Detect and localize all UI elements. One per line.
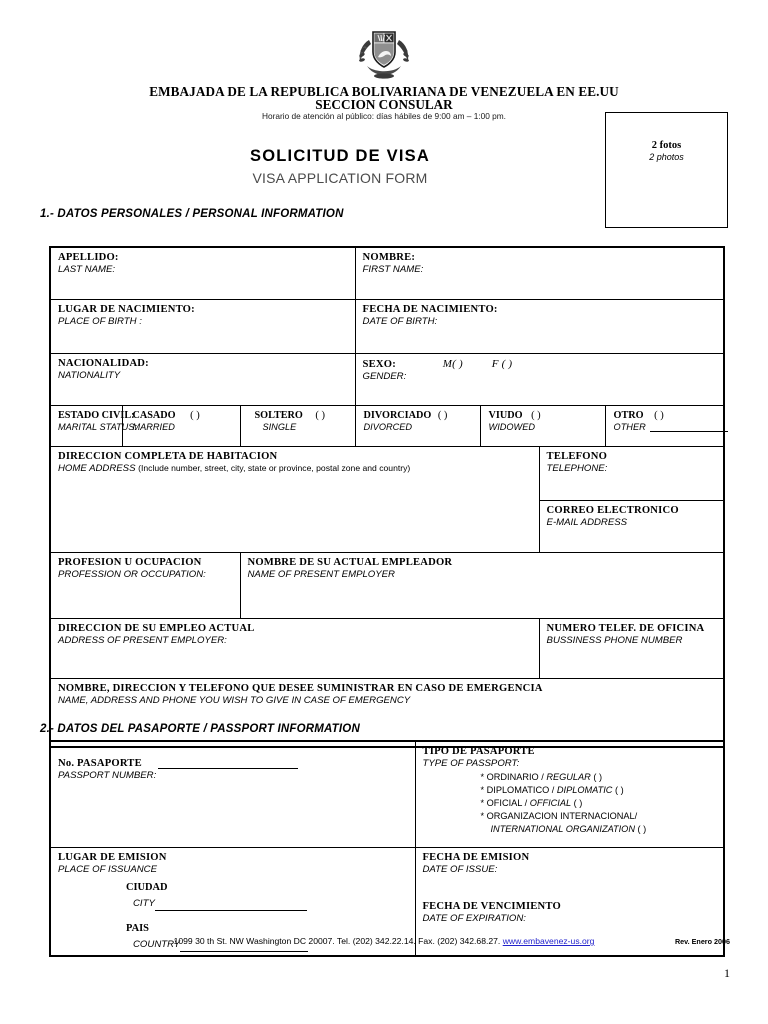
field-business-phone-label-en: BUSSINESS PHONE NUMBER: [546, 635, 683, 646]
field-passport-type-label-en: TYPE OF PASSPORT:: [422, 758, 520, 769]
marital-option-other-text: OTRO: [613, 410, 644, 421]
field-telephone-label-es: TELEFONO: [546, 451, 608, 462]
field-employer-address-label-es: DIRECCION DE SU EMPLEO ACTUAL: [58, 623, 255, 634]
marital-option-widowed[interactable]: [480, 406, 605, 447]
field-home-address-label-en: [58, 463, 533, 474]
field-passport-number-label-en: PASSPORT NUMBER:: [58, 770, 157, 781]
field-emergency-contact[interactable]: [50, 679, 724, 748]
marital-other-write-in[interactable]: [650, 431, 728, 432]
field-employer-name[interactable]: [240, 553, 724, 619]
field-passport-number[interactable]: [50, 741, 415, 848]
venezuela-coat-of-arms-icon: [357, 26, 411, 84]
marital-option-single-en: SINGLE: [262, 422, 297, 432]
marital-option-widowed-en: WIDOWED: [488, 422, 535, 432]
field-telephone-label-en: TELEPHONE:: [546, 463, 608, 474]
passport-type-intl-org-es: * ORGANIZACION INTERNACIONAL/: [480, 811, 638, 822]
field-passport-type-label-es: TIPO DE PASAPORTE: [422, 746, 535, 757]
consular-section-subtitle: SECCION CONSULAR: [315, 97, 453, 112]
field-emergency-label-es: NOMBRE, DIRECCION Y TELEFONO QUE DESEE SUMINISTRAR EN CASO DE EMERGENCIA: [58, 683, 543, 694]
field-profession-label-en: PROFESSION OR OCCUPATION:: [58, 569, 206, 580]
field-gender[interactable]: [355, 354, 724, 406]
passport-type-options: [423, 771, 718, 836]
photo-placeholder-box: [605, 112, 728, 228]
field-date-of-issue-label-en: DATE OF ISSUE:: [422, 864, 498, 875]
field-emergency-label-en: NAME, ADDRESS AND PHONE YOU WISH TO GIVE IN CASE OF EMERGENCY: [58, 695, 411, 706]
field-marital-status: [50, 406, 137, 447]
field-employer-name-label-en: NAME OF PRESENT EMPLOYER: [247, 569, 395, 580]
table-row: [50, 354, 724, 406]
issuance-city-label-es: CIUDAD: [126, 882, 168, 893]
marital-option-other-en-text: OTHER: [613, 422, 646, 432]
field-place-of-birth[interactable]: [50, 300, 355, 354]
table-row: [50, 741, 724, 848]
passport-type-diplomatic-en: DIPLOMATIC: [556, 785, 613, 796]
passport-number-write-in[interactable]: [158, 768, 298, 769]
field-date-of-issue-label-es: FECHA DE EMISION: [422, 852, 530, 863]
marital-option-married-text: CASADO: [132, 410, 176, 421]
passport-type-ordinary-en: REGULAR: [546, 772, 591, 782]
marital-option-married-en: MARRIED: [132, 422, 175, 432]
marital-option-widowed-box[interactable]: ( ): [531, 410, 541, 421]
photo-label-en: 2 photos: [649, 152, 684, 162]
field-gender-label-es: [363, 358, 718, 370]
field-first-name-label-es: NOMBRE:: [362, 252, 416, 263]
field-employer-address[interactable]: [50, 619, 539, 679]
marital-option-married-es: [133, 410, 234, 421]
field-email-label-en: E-MAIL ADDRESS: [546, 517, 628, 528]
gender-option-female[interactable]: F ( ): [491, 358, 513, 370]
photo-label-es: 2 fotos: [651, 140, 682, 151]
office-hours-text: Horario de atención al público: días hábiles de 9:00 am – 1:00 pm.: [262, 111, 506, 121]
field-nationality[interactable]: [50, 354, 355, 406]
marital-option-widowed-es: [489, 410, 599, 421]
field-place-of-birth-label-en: PLACE OF BIRTH :: [58, 316, 142, 327]
table-row: [50, 553, 724, 619]
marital-option-divorced-es: [364, 410, 474, 421]
marital-option-other[interactable]: [605, 406, 724, 447]
field-profession-label-es: PROFESION U OCUPACION: [58, 557, 202, 568]
section-heading-passport: 2.- DATOS DEL PASAPORTE / PASSPORT INFORMATION: [40, 723, 360, 735]
table-row: [50, 619, 724, 679]
table-row: [50, 300, 724, 354]
marital-status-label-es: ESTADO CIVIL:: [58, 410, 135, 421]
field-gender-label-en: GENDER:: [362, 371, 407, 382]
issuance-city-write-in[interactable]: [155, 900, 307, 911]
field-date-of-expiration-label-es: FECHA DE VENCIMIENTO: [422, 901, 561, 912]
footer-contact: [0, 936, 768, 946]
field-place-of-issuance-label-en: PLACE OF ISSUANCE: [58, 864, 157, 875]
issuance-country-label-en: COUNTRY: [133, 939, 181, 950]
field-employer-name-label-es: NOMBRE DE SU ACTUAL EMPLEADOR: [247, 557, 453, 568]
marital-option-other-box[interactable]: ( ): [654, 410, 664, 421]
marital-option-divorced-text: DIVORCIADO: [363, 410, 432, 421]
issuance-country-label-es: PAIS: [126, 923, 149, 934]
field-home-address[interactable]: [50, 447, 539, 553]
field-telephone[interactable]: [539, 447, 724, 501]
table-row: [50, 247, 724, 300]
passport-type-option-official[interactable]: [481, 797, 718, 810]
field-date-of-birth-label-en: DATE OF BIRTH:: [362, 316, 438, 327]
passport-type-official-es: * OFICIAL /: [480, 798, 528, 809]
field-first-name-label-en: FIRST NAME:: [362, 264, 424, 275]
marital-option-married[interactable]: [122, 406, 240, 447]
field-email-label-es: CORREO ELECTRONICO: [546, 505, 679, 516]
page-title: SOLICITUD DE VISA: [250, 147, 430, 165]
field-profession[interactable]: [50, 553, 240, 619]
field-date-of-birth-label-es: FECHA DE NACIMIENTO:: [362, 304, 498, 315]
marital-option-widowed-text: VIUDO: [488, 410, 523, 421]
passport-type-option-diplomatic[interactable]: [481, 784, 718, 797]
passport-type-ordinary-es: * ORDINARIO /: [480, 772, 544, 782]
field-passport-number-label-es: [58, 758, 409, 769]
table-row: [50, 447, 724, 501]
field-home-address-note: (Include number, street, city, state or province, postal zone and country): [138, 463, 411, 473]
footer-revision: Rev. Enero 2006: [674, 937, 730, 946]
passport-type-intl-org-box[interactable]: ( ): [637, 824, 647, 835]
page-subtitle: VISA APPLICATION FORM: [252, 170, 428, 186]
field-date-of-expiration-label-en: DATE OF EXPIRATION:: [422, 913, 526, 924]
passport-type-intl-org-en: INTERNATIONAL ORGANIZATION: [490, 824, 635, 835]
field-passport-type: [415, 741, 724, 848]
gender-option-male[interactable]: M( ): [442, 358, 463, 370]
field-last-name-label-en: LAST NAME:: [58, 264, 116, 275]
passport-information-table: [49, 740, 725, 957]
field-nationality-label-en: NATIONALITY: [58, 370, 121, 381]
field-place-of-birth-label-es: LUGAR DE NACIMIENTO:: [58, 304, 195, 315]
marital-option-single[interactable]: [240, 406, 355, 447]
field-email[interactable]: [539, 501, 724, 553]
footer-address-text: 1099 30 th St. NW Washington DC 20007. Tel. (202) 342.22.14. Fax. (202) 342.68.27.: [173, 936, 503, 946]
marital-option-divorced-en: DIVORCED: [363, 422, 413, 432]
personal-information-table: [49, 246, 725, 748]
field-business-phone-label-es: NUMERO TELEF. DE OFICINA: [546, 623, 705, 634]
field-gender-text-es: SEXO:: [362, 359, 396, 370]
emblem-container: [0, 26, 768, 84]
footer-website-link[interactable]: www.embavenez-us.org: [502, 936, 595, 946]
passport-type-option-intl-org[interactable]: [481, 810, 718, 823]
field-employer-address-label-en: ADDRESS OF PRESENT EMPLOYER:: [58, 635, 227, 646]
passport-type-diplomatic-box[interactable]: ( ): [614, 785, 624, 796]
field-home-address-label-es: DIRECCION COMPLETA DE HABITACION: [58, 451, 278, 462]
page-number: 1: [724, 966, 730, 980]
table-row: [50, 679, 724, 748]
marital-option-single-box[interactable]: ( ): [315, 410, 325, 421]
passport-type-official-en: OFFICIAL: [529, 798, 572, 809]
field-first-name[interactable]: [355, 247, 724, 300]
marital-status-label-en: MARITAL STATUS:: [58, 422, 137, 432]
marital-option-other-en: [614, 422, 718, 432]
field-passport-number-text: No. PASAPORTE: [58, 758, 142, 769]
field-place-of-issuance-label-es: LUGAR DE EMISION: [58, 852, 167, 863]
issuance-city-block: [126, 882, 409, 911]
field-last-name-label-es: APELLIDO:: [58, 252, 119, 263]
issuance-city-label-en: CITY: [133, 898, 155, 909]
marital-option-single-text: SOLTERO: [254, 410, 303, 421]
marital-option-married-box[interactable]: ( ): [190, 410, 200, 421]
marital-option-other-es: [614, 410, 718, 421]
passport-type-option-ordinary[interactable]: [481, 771, 718, 784]
field-home-address-en-text: HOME ADDRESS: [58, 463, 136, 474]
field-nationality-label-es: NACIONALIDAD:: [58, 358, 149, 369]
field-date-of-birth[interactable]: [355, 300, 724, 354]
marital-option-divorced-box[interactable]: ( ): [437, 410, 448, 421]
marital-option-divorced[interactable]: [355, 406, 480, 447]
passport-type-ordinary-box[interactable]: ( ): [593, 772, 603, 782]
section-heading-personal: 1.- DATOS PERSONALES / PERSONAL INFORMATION: [40, 208, 344, 220]
passport-type-official-box[interactable]: ( ): [573, 798, 583, 809]
passport-type-diplomatic-es: * DIPLOMATICO /: [480, 785, 555, 796]
field-business-phone[interactable]: [539, 619, 724, 679]
field-last-name[interactable]: [50, 247, 355, 300]
embassy-title: EMBAJADA DE LA REPUBLICA BOLIVARIANA DE VENEZUELA EN EE.UU: [149, 84, 619, 99]
passport-type-option-intl-org-cont[interactable]: [491, 823, 718, 836]
marital-option-single-es: [255, 410, 349, 421]
table-row-marital-status: [50, 406, 724, 447]
